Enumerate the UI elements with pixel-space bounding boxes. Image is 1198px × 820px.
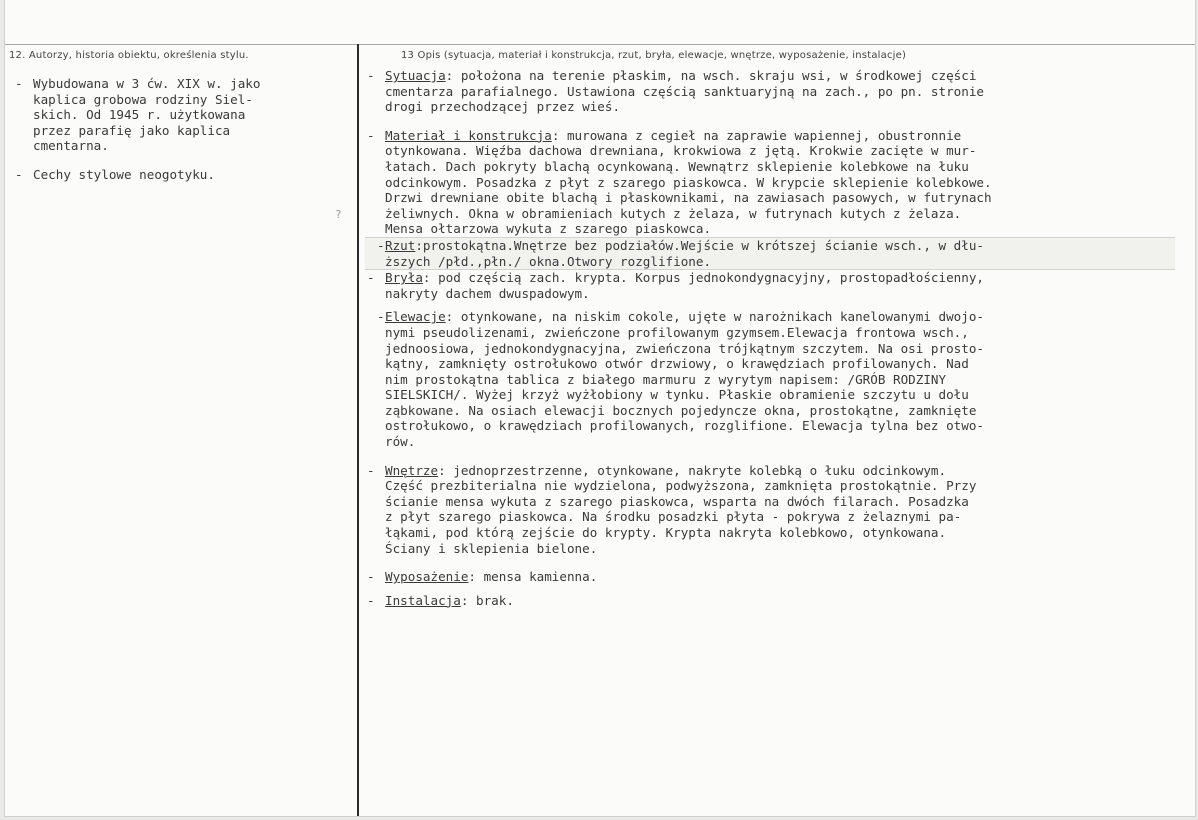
section-body	[385, 270, 1175, 301]
section-sytuacja	[365, 68, 1175, 115]
section-body	[385, 68, 1175, 115]
left-item-history	[13, 76, 347, 154]
section-bryla	[365, 270, 1175, 301]
section-text: : mensa kamienna.	[468, 569, 598, 585]
section-text: : pod częścią zach. krypta. Korpus jednokondygnacyjny, prostopadłościenny, nakryty dachem dwuspadowym.	[385, 270, 984, 301]
section-text: : otynkowane, na niskim cokole, ujęte w narożnikach kanelowanymi dwojo- nymi pseudolizenami, zwieńczone profilowanym gzymsem.Elewacja frontowa wsch., jednoosiowa, jednokondygnacyjna, zwieńczona trójkątnym szczytem. Na osi prosto- kątny, zamknięty ostrołukowo otwór drzwiowy, o krawędziach profilowanych. Nad nim prostokątna tablica z białego marmuru z wyrytym napisem: /GRÓB RODZINY SIELSKICH/. Wyżej krzyż wyżłobiony w tynku. Płaskie obramienie szczytu u dołu ząbkowane. Na osiach elewacji bocznych pojedyncze okna, prostokątne, zamknięte ostrołukowo, o krawędziach profilowanych, rozglifione. Elewacja tylna bez otwo- rów.	[385, 309, 984, 450]
section-label: Wyposażenie	[385, 569, 469, 585]
section-elewacje	[365, 309, 1175, 449]
section-text: : położona na terenie płaskim, na wsch. skraju wsi, w środkowej części cmentarza parafialnego. Ustawiona częścią sanktuaryjną na zach., po pn. stronie drogi przechodzącej przez wieś.	[385, 68, 984, 115]
section-instalacja	[365, 593, 1175, 609]
section-text: : jednoprzestrzenne, otynkowane, nakryte kolebką o łuku odcinkowym. Część prezbiterialna nie wydzielona, podwyższona, zamknięta prostokątnie. Przy ścianie mensa wykuta z szarego piaskowca, wsparta na dwóch filarach. Posadzka z płyt szarego piaskowca. Na środku posadzki płyta - pokrywa z żelaznymi pa- łąkami, pod którą zejście do krypty. Krypta nakryta kolebkowo, otynkowana. Ściany i sklepienia bielone.	[385, 462, 977, 556]
dash-marker: -	[377, 237, 385, 253]
dash-marker: -	[377, 309, 385, 325]
section-body	[375, 238, 1175, 269]
left-item-style	[13, 167, 347, 183]
section-body	[375, 309, 1175, 449]
dash-marker: -	[15, 76, 23, 91]
section-wyposazenie	[365, 569, 1175, 585]
section-text: : brak.	[460, 592, 514, 608]
section-material	[365, 128, 1175, 237]
section-label: Sytuacja	[385, 68, 446, 83]
dash-marker: -	[367, 270, 375, 286]
section-label: Elewacje	[385, 309, 446, 325]
right-column	[365, 68, 1175, 621]
section-body	[385, 593, 1175, 609]
section-wnetrze	[365, 463, 1175, 557]
dash-marker: -	[367, 68, 375, 83]
dash-marker: -	[367, 127, 375, 143]
margin-mark: ?	[335, 208, 342, 221]
left-item-text: Wybudowana w 3 ćw. XIX w. jako kaplica grobowa rodziny Siel- skich. Od 1945 r. użytkowana przez parafię jako kaplica cmentarna.	[33, 76, 261, 154]
section-body	[385, 463, 1175, 557]
section-label: Materiał i konstrukcja	[385, 127, 552, 143]
dash-marker: -	[367, 462, 375, 478]
section-text: :prostokątna.Wnętrze bez podziałów.Wejście w krótszej ścianie wsch., w dłu- ższych /płd.,płn./ okna.Otwory rozglifione.	[385, 237, 984, 269]
section-label: Bryła	[385, 270, 423, 286]
left-item-text: Cechy stylowe neogotyku.	[33, 166, 215, 182]
section-rzut	[365, 237, 1175, 270]
left-column-header: 12. Autorzy, historia obiektu, określenia stylu.	[9, 50, 249, 61]
dash-marker: -	[15, 166, 23, 182]
right-column-header: 13 Opis (sytuacja, materiał i konstrukcja, rzut, bryła, elewacje, wnętrze, wyposażenie, instalacje)	[401, 50, 907, 61]
dash-marker: -	[367, 569, 375, 585]
section-text: : murowana z cegieł na zaprawie wapiennej, obustronnie otynkowana. Więźba dachowa drewniana, krokwiowa z jętą. Krokwie zacięte w mur- łatach. Dach pokryty blachą ocynkowaną. Wewnątrz sklepienie kolebkowe na łuku odcinkowym. Posadzka z płyt z szarego piaskowca. W krypcie sklepienie kolebkowe. Drzwi drewniane obite blachą i płaskownikami, na zawiasach pasowych, w futrynach żeliwnych. Okna w obramieniach kutych z żelaza, w futrynach kutych z żelaza. Mensa ołtarzowa wykuta z szarego piaskowca.	[385, 127, 992, 237]
header-divider	[5, 44, 1195, 45]
section-body	[385, 128, 1175, 237]
dash-marker: -	[367, 592, 375, 608]
left-column	[13, 76, 347, 196]
section-body	[385, 569, 1175, 585]
section-label: Instalacja	[385, 592, 461, 608]
section-label: Wnętrze	[385, 462, 439, 478]
section-label: Rzut	[385, 237, 416, 253]
document-sheet	[4, 0, 1196, 817]
column-divider	[357, 44, 359, 816]
